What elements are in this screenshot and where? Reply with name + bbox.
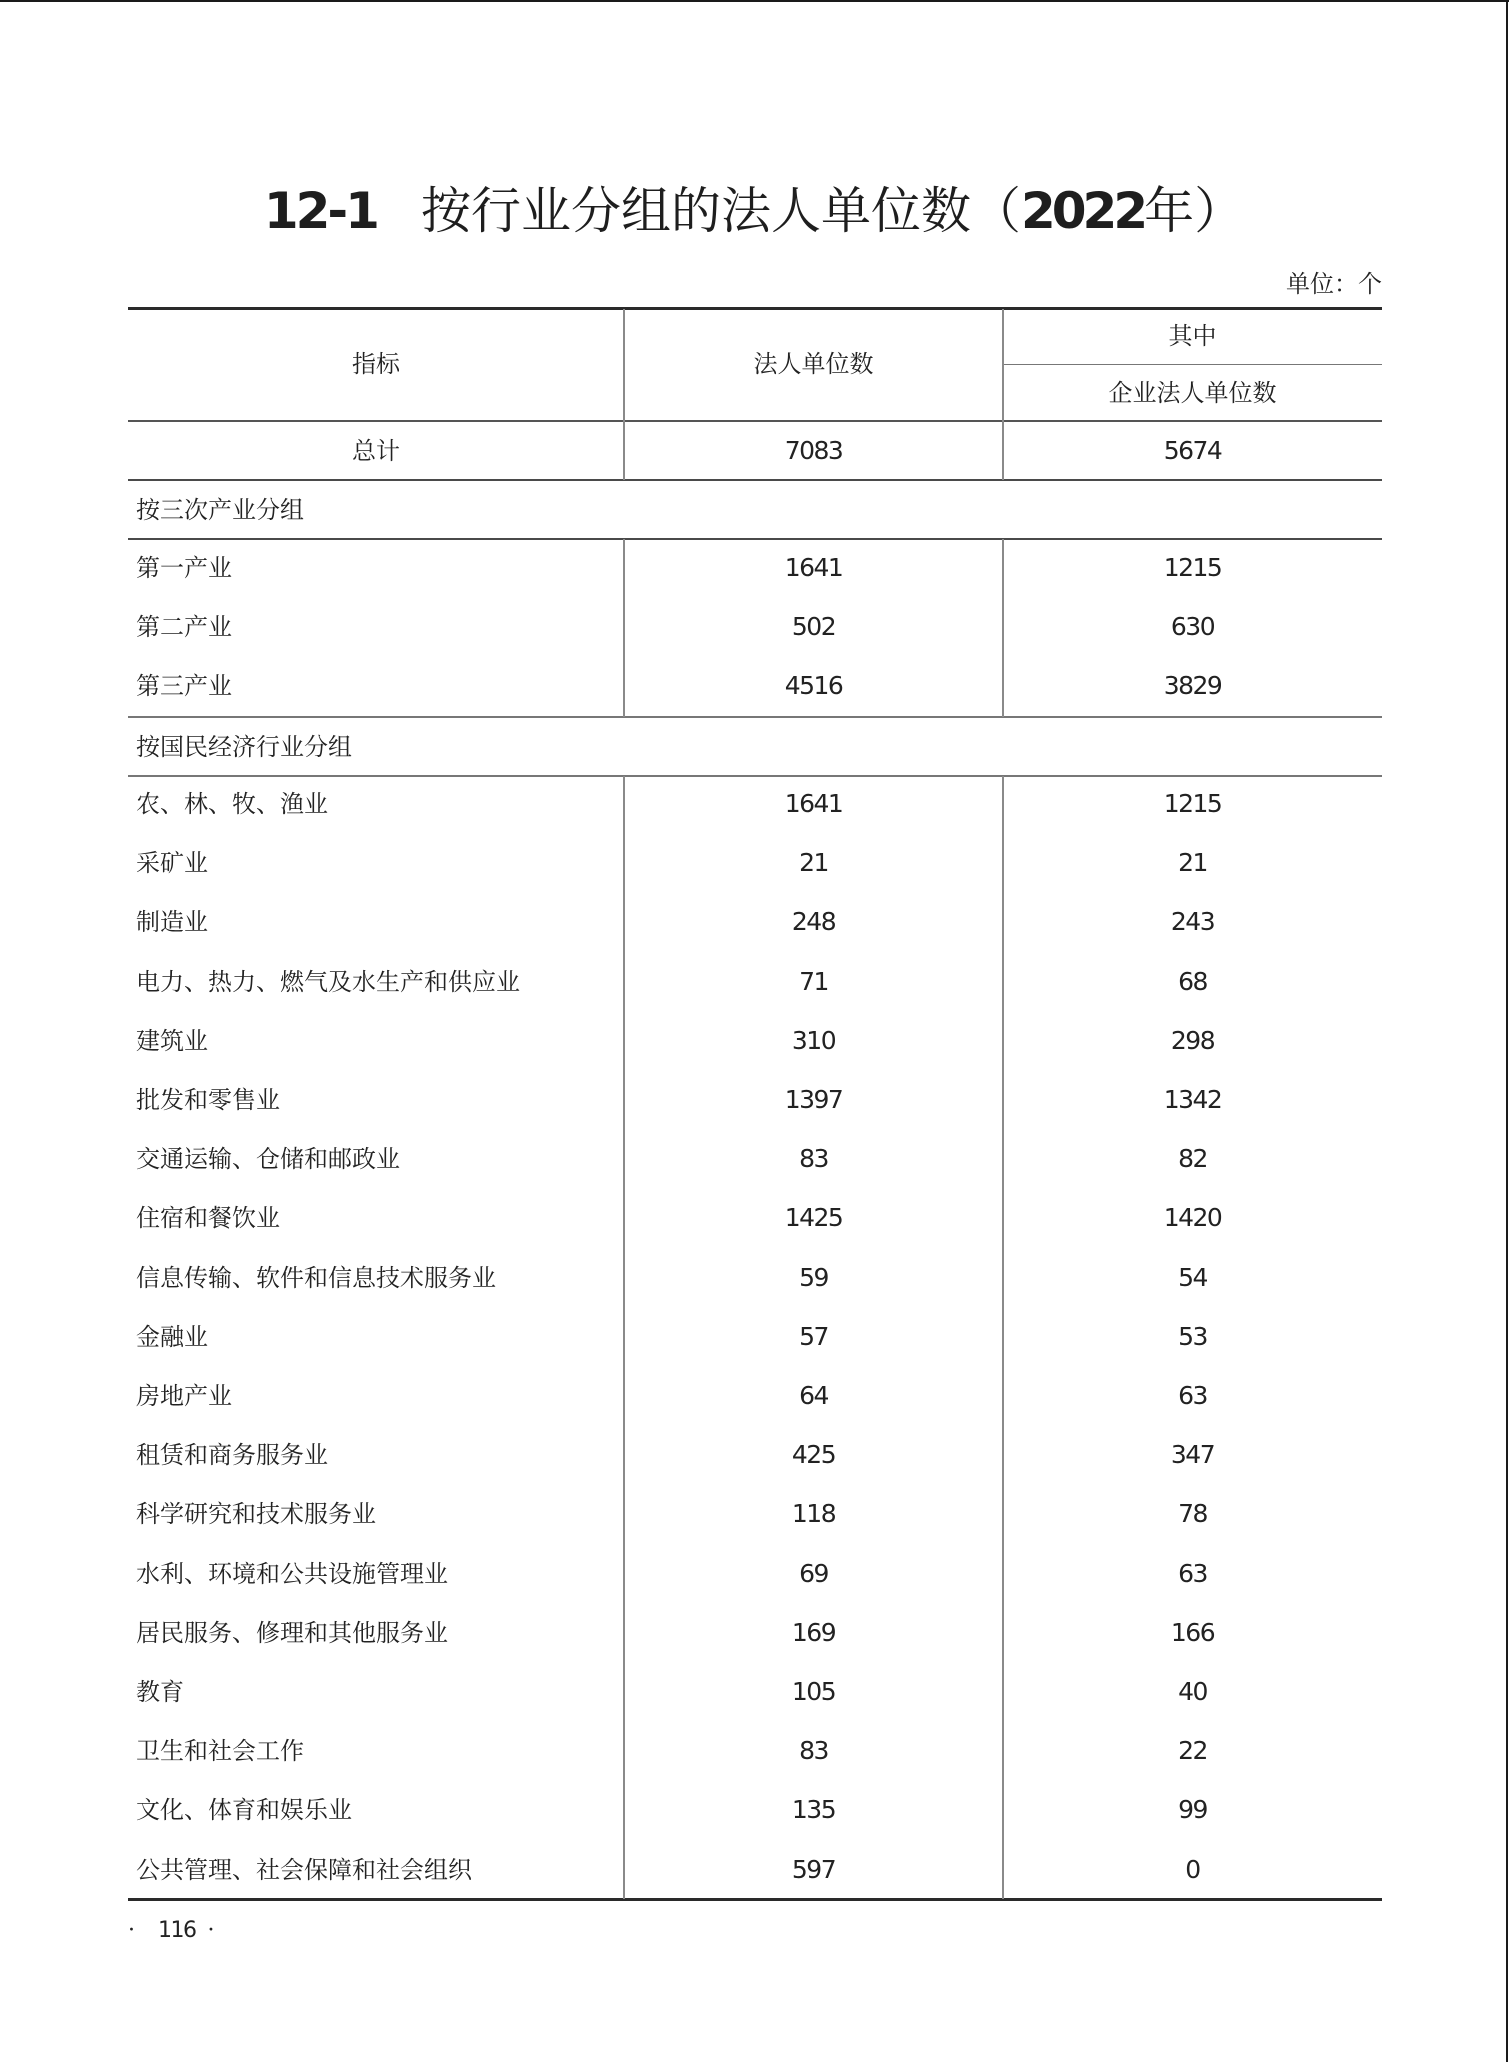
page-footer bbox=[128, 1916, 215, 1946]
table-row bbox=[0, 1841, 1509, 1900]
row-label: 房地产业 bbox=[136, 1382, 232, 1410]
row-enterprise: 298 bbox=[1170, 1025, 1215, 1055]
page-border-top bbox=[0, 0, 1509, 2]
section-title-national-economy: 按国民经济行业分组 bbox=[136, 733, 352, 761]
row-enterprise: 1342 bbox=[1163, 1085, 1222, 1114]
row-enterprise: 63 bbox=[1178, 1558, 1207, 1588]
table-row bbox=[0, 1012, 1509, 1071]
row-label: 批发和零售业 bbox=[136, 1086, 280, 1114]
row-label: 交通运输、仓储和邮政业 bbox=[136, 1145, 400, 1174]
row-label: 租赁和商务服务业 bbox=[136, 1441, 328, 1470]
header-legal-units: 法人单位数 bbox=[753, 350, 874, 378]
table-row bbox=[0, 1604, 1509, 1663]
footer-dot-left: · bbox=[128, 1918, 135, 1943]
table-row bbox=[0, 1249, 1509, 1308]
row-legal-units: 169 bbox=[791, 1617, 836, 1647]
row-legal-units: 597 bbox=[791, 1854, 836, 1884]
table-row bbox=[0, 1130, 1509, 1189]
row-legal-units: 57 bbox=[799, 1321, 828, 1351]
row-label: 第二产业 bbox=[136, 613, 232, 642]
table-row bbox=[0, 834, 1509, 893]
row-label: 居民服务、修理和其他服务业 bbox=[136, 1618, 448, 1647]
row-legal-units: 4516 bbox=[784, 671, 843, 701]
table-row bbox=[0, 893, 1509, 952]
row-legal-units: 21 bbox=[799, 848, 828, 878]
table-row bbox=[0, 1189, 1509, 1248]
row-enterprise: 1420 bbox=[1163, 1203, 1222, 1233]
table-top-rule bbox=[128, 307, 1382, 310]
row-legal-units: 1641 bbox=[784, 789, 843, 818]
table-row bbox=[0, 1663, 1509, 1722]
row-label: 制造业 bbox=[136, 908, 208, 937]
row-enterprise: 166 bbox=[1170, 1617, 1215, 1647]
table-row bbox=[0, 539, 1509, 598]
title-text: 按行业分组的法人单位数（ bbox=[420, 182, 1021, 240]
row-enterprise: 82 bbox=[1178, 1144, 1207, 1174]
row-enterprise: 68 bbox=[1178, 966, 1207, 996]
row-legal-units: 118 bbox=[791, 1499, 836, 1529]
header-of-which: 其中 bbox=[1168, 322, 1217, 350]
table-row bbox=[0, 1722, 1509, 1781]
row-legal-units: 1397 bbox=[784, 1085, 843, 1114]
row-label: 电力、热力、燃气及水生产和供应业 bbox=[136, 967, 520, 996]
row-legal-units: 135 bbox=[791, 1795, 836, 1825]
header-sub-divider bbox=[1003, 364, 1382, 365]
row-enterprise: 21 bbox=[1178, 848, 1207, 878]
row-label: 卫生和社会工作 bbox=[136, 1737, 304, 1766]
row-enterprise: 40 bbox=[1178, 1677, 1207, 1706]
row-label: 教育 bbox=[136, 1678, 184, 1706]
row-legal-units: 425 bbox=[791, 1440, 836, 1470]
row-legal-units: 69 bbox=[799, 1558, 828, 1588]
row-enterprise: 54 bbox=[1178, 1262, 1207, 1292]
row-label: 公共管理、社会保障和社会组织 bbox=[136, 1855, 472, 1884]
row-enterprise: 243 bbox=[1170, 907, 1215, 937]
row-label: 建筑业 bbox=[136, 1026, 208, 1055]
row-enterprise: 78 bbox=[1178, 1499, 1207, 1529]
table-row bbox=[0, 657, 1509, 716]
header-bottom-rule bbox=[128, 420, 1382, 422]
row-legal-units: 59 bbox=[799, 1262, 828, 1292]
title-suffix: 年） bbox=[1144, 182, 1245, 240]
table-number: 12-1 bbox=[263, 182, 377, 240]
table-row bbox=[0, 1781, 1509, 1840]
row-label: 第三产业 bbox=[136, 672, 232, 701]
table-row bbox=[0, 953, 1509, 1012]
row-enterprise: 0 bbox=[1185, 1854, 1200, 1884]
footer-dot-right: · bbox=[207, 1918, 215, 1943]
row-enterprise: 53 bbox=[1178, 1321, 1207, 1351]
row-enterprise: 99 bbox=[1178, 1795, 1207, 1825]
row-enterprise: 3829 bbox=[1163, 671, 1222, 701]
row-legal-units: 71 bbox=[799, 966, 828, 996]
row-enterprise: 5674 bbox=[1163, 436, 1222, 465]
table-row bbox=[0, 1545, 1509, 1604]
table-row bbox=[0, 1367, 1509, 1426]
row-legal-units: 248 bbox=[791, 907, 836, 937]
section-title-three-industries: 按三次产业分组 bbox=[136, 496, 304, 524]
row-label: 信息传输、软件和信息技术服务业 bbox=[136, 1263, 496, 1292]
row-legal-units: 64 bbox=[799, 1381, 828, 1410]
row-label: 文化、体育和娱乐业 bbox=[136, 1796, 352, 1825]
row-label: 住宿和餐饮业 bbox=[136, 1204, 280, 1233]
row-label: 水利、环境和公共设施管理业 bbox=[136, 1559, 448, 1588]
table-row bbox=[0, 775, 1509, 834]
row-label: 第一产业 bbox=[136, 554, 232, 582]
table-row bbox=[0, 598, 1509, 657]
header-indicator: 指标 bbox=[352, 350, 400, 378]
unit-label: 单位：个 bbox=[1286, 270, 1382, 298]
header-enterprise-legal-units: 企业法人单位数 bbox=[1108, 379, 1277, 407]
table-row bbox=[0, 1308, 1509, 1367]
table-row bbox=[0, 1426, 1509, 1485]
row-legal-units: 83 bbox=[799, 1736, 828, 1766]
row-label: 采矿业 bbox=[136, 849, 208, 878]
row-label: 总计 bbox=[352, 437, 400, 465]
row-legal-units: 83 bbox=[799, 1144, 828, 1174]
row-enterprise: 347 bbox=[1170, 1440, 1215, 1470]
row-enterprise: 630 bbox=[1170, 612, 1215, 642]
title-year: 2022 bbox=[1020, 182, 1145, 240]
row-label: 科学研究和技术服务业 bbox=[136, 1500, 376, 1529]
table-row bbox=[0, 1071, 1509, 1130]
row-label: 农、林、牧、渔业 bbox=[136, 790, 328, 818]
page-title bbox=[0, 178, 1509, 244]
table-row bbox=[0, 1485, 1509, 1544]
row-enterprise: 63 bbox=[1178, 1381, 1207, 1410]
row-legal-units: 310 bbox=[791, 1025, 836, 1055]
row-legal-units: 7083 bbox=[784, 436, 843, 465]
row-legal-units: 105 bbox=[791, 1677, 836, 1706]
row-legal-units: 1641 bbox=[784, 553, 843, 582]
row-enterprise: 1215 bbox=[1163, 553, 1222, 582]
row-label: 金融业 bbox=[136, 1322, 208, 1351]
row-legal-units: 1425 bbox=[784, 1203, 843, 1233]
total-bottom-rule bbox=[128, 479, 1382, 481]
row-enterprise: 1215 bbox=[1163, 789, 1222, 818]
row-legal-units: 502 bbox=[791, 612, 836, 642]
row-enterprise: 22 bbox=[1178, 1736, 1207, 1766]
page-number: 116 bbox=[158, 1918, 196, 1943]
